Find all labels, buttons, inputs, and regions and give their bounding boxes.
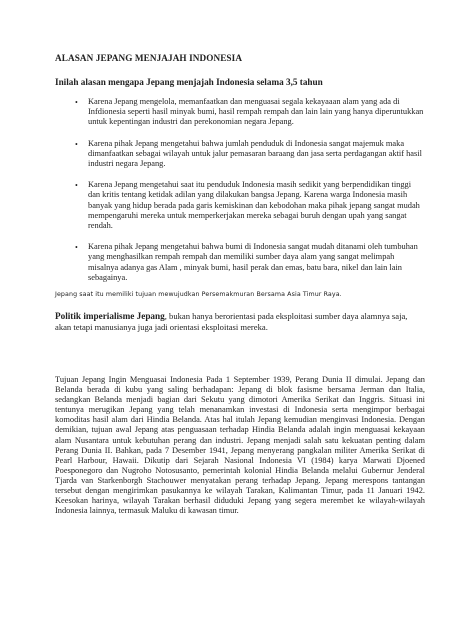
- bullet-icon: •: [75, 181, 78, 191]
- document-subtitle: Inilah alasan mengapa Jepang menjajah Indonesia selama 3,5 tahun: [55, 77, 323, 87]
- list-item-text: Karena pihak Jepang mengetahui bahwa jumlah penduduk di Indonesia sangat majemuk maka dimanfaatkan sebagai wilayah untuk jalur pemasaran baraang dan jasa serta perdagangan aktif hasil industri negara Jepang.: [88, 138, 422, 169]
- bullet-icon: •: [75, 243, 78, 253]
- politik-paragraph: [55, 311, 425, 332]
- politik-term: Politik imperialisme Jepang: [55, 311, 165, 321]
- list-item: [55, 242, 425, 283]
- history-paragraph: Tujuan Jepang Ingin Menguasai Indonesia Pada 1 September 1939, Perang Dunia II dimulai. Jepang dan Belanda berada di kubu yang saling berhadapan: Jepang di blok fasisme bersama Jerman dan Italia, sedangkan Belanda menjadi bagian dari Sekutu yang dimotori Amerika Serikat dan Inggris. Situasi ini tentunya merugikan Jepang yang telah menanamkan investasi di Indonesia serta mengimpor berbagai komoditas hasil alam dari Hindia Belanda. Atas hal itulah Jepang kemudian menginvasi Indonesia. Dengan demikian, tujuan awal Jepang atas penguasaan terhadap Hindia Belanda adalah ingin menguasai kekayaan alam Nusantara untuk kebutuhan perang dan industri. Jepang menjadi salah satu kekuatan penting dalam Perang Dunia II. Bahkan, pada 7 Desember 1941, Jepang menyerang pangkalan militer Amerika Serikat di Pearl Harbour, Hawaii. Dikutip dari Sejarah Nasional Indonesia VI (1984) karya Marwati Djoened Poesponegoro dan Nugroho Notosusanto, pemerintah kolonial Hindia Belanda melalui Gubernur Jenderal Tjarda van Starkenborgh Stachouwer menyatakan perang terhadap Jepang. Jepang merespons tantangan tersebut dengan mengirimkan pasukannya ke wilayah Tarakan, Kalimantan Timur, pada 11 Januari 1942. Keesokan harinya, wilayah Tarakan berhasil diduduki Jepang yang segera merembet ke wilayah-wilayah Indonesia lainnya, termasuk Maluku di kawasan timur.: [55, 375, 425, 516]
- list-item-text: Karena Jepang mengetahui saat itu penduduk Indonesia masih sedikit yang berpendidikan tinggi dan kritis tentang ketidak adilan yang dilakukan bangsa Jepang. Karena warga Indonesia masih banyak yang hidup berada pada garis kemiskinan dan kebodohan maka pihak jepang sangat mudah mempengaruhi mereka untuk memperkerjakan mereka sebagai buruh dengan upah yang sangat rendah.: [88, 180, 420, 231]
- list-item: [55, 180, 425, 231]
- document-title: ALASAN JEPANG MENJAJAH INDONESIA: [55, 53, 243, 63]
- bullet-icon: •: [75, 139, 78, 149]
- list-item-text: Karena Jepang mengelola, memanfaatkan dan menguasai segala kekayaaan alam yang ada di Infdionesia seperti hasil minyak bumi, hasil rempah rempah dan lain lain yang hanya diperuntukkan untuk kepentingan industri dan perekonomian negara Jepang.: [88, 97, 424, 127]
- list-item-text: Karena pihak Jepang mengetahui bahwa bumi di Indonesia sangat mudah ditanami oleh tumbuhan yang menghasilkan rempah rempah dan memiliki sumber daya alam yang sangat melimpah misalnya adanya gas Alam , minyak bumi, hasil perak dan emas, batu bara, nikel dan lain lain sebagainya.: [88, 242, 418, 282]
- reasons-list: [55, 97, 425, 294]
- list-item: [55, 97, 425, 128]
- politik-text: , bukan hanya berorientasi pada eksploitasi sumber daya alamnya saja, akan tetapi manusianya juga jadi orientasi eksploitasi mereka.: [55, 311, 408, 332]
- bullet-icon: •: [75, 98, 78, 107]
- list-item: [55, 139, 425, 170]
- goal-statement: Jepang saat itu memiliki tujuan mewujudkan Persemakmuran Bersama Asia Timur Raya.: [55, 291, 342, 298]
